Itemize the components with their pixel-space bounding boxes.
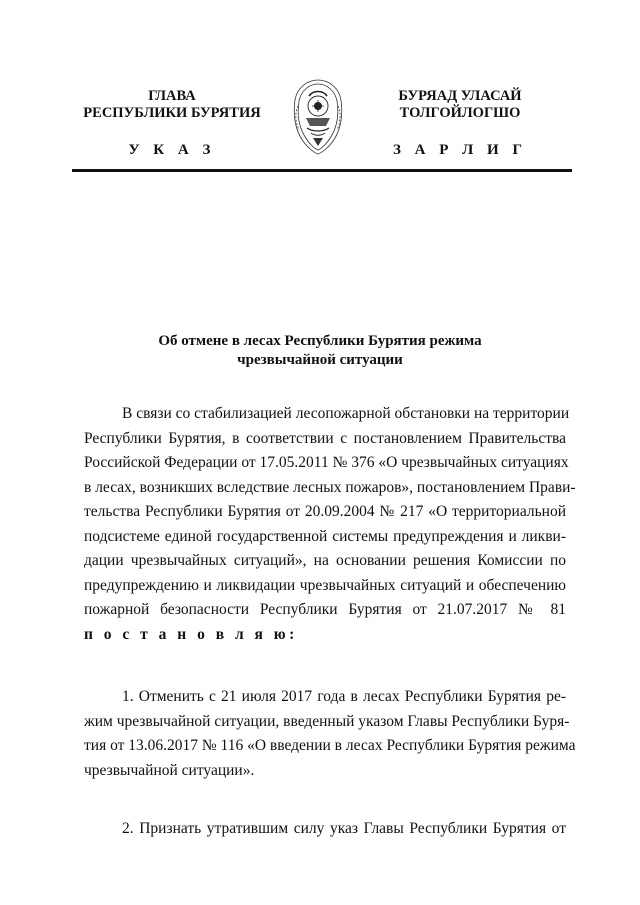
item-1-line: тия от 13.06.2017 № 116 «О введении в лесах Республики Бурятия режима — [84, 737, 576, 754]
preamble-line: В связи со стабилизацией лесопожарной обстановки на территории — [122, 405, 570, 422]
document-title — [120, 332, 520, 370]
preamble-line: Российской Федерации от 17.05.2011 № 376 «О чрезвычайных ситуациях — [84, 454, 569, 471]
preamble-line: подсистеме единой государственной системы предупреждения и ликви- — [84, 527, 566, 545]
preamble-line: тельства Республики Бурятия от 20.09.2004 № 217 «О территориальной — [84, 503, 566, 520]
item-2-paragraph — [84, 817, 566, 842]
item-1-line: 1. Отменить с 21 июля 2017 года в лесах Республики Бурятия ре- — [122, 688, 566, 705]
item-1-line: жим чрезвычайной ситуации, введенный указом Главы Республики Буря- — [84, 712, 570, 730]
preamble-line: дации чрезвычайных ситуаций», на основании решения Комиссии по — [84, 552, 566, 569]
header-right-line2: ТОЛГОЙЛОГШО — [399, 105, 521, 121]
header-divider — [72, 169, 572, 172]
item-1-paragraph — [84, 685, 576, 783]
header-right — [360, 88, 560, 122]
preamble-line: Республики Бурятия, в соответствии с постановлением Правительства — [84, 429, 566, 447]
doc-type-left: У К А З — [128, 142, 216, 158]
preamble-line: предупреждению и ликвидации чрезвычайных ситуаций и обеспечению — [84, 576, 566, 594]
decree-word: п о с т а н о в л я ю: — [84, 625, 298, 643]
header-left — [72, 88, 272, 122]
item-1-line: чрезвычайной ситуации». — [84, 761, 255, 779]
preamble-line: в лесах, возникших вследствие лесных пожаров», постановлением Прави- — [84, 478, 576, 496]
header-left-line1: ГЛАВА — [148, 88, 196, 104]
title-line2: чрезвычайной ситуации — [237, 352, 403, 368]
header-right-line1: БУРЯАД УЛАСАЙ — [398, 88, 522, 104]
coat-of-arms-icon — [289, 76, 347, 156]
doc-type-right: З А Р Л И Г — [392, 142, 528, 158]
header-left-line2: РЕСПУБЛИКИ БУРЯТИЯ — [83, 105, 261, 121]
item-2-line: 2. Признать утратившим силу указ Главы Республики Бурятия от — [122, 820, 566, 837]
preamble-line: пожарной безопасности Республики Бурятия от 21.07.2017 № 81 — [84, 601, 566, 618]
title-line1: Об отмене в лесах Республики Бурятия режима — [158, 333, 482, 349]
preamble-paragraph — [84, 402, 576, 647]
